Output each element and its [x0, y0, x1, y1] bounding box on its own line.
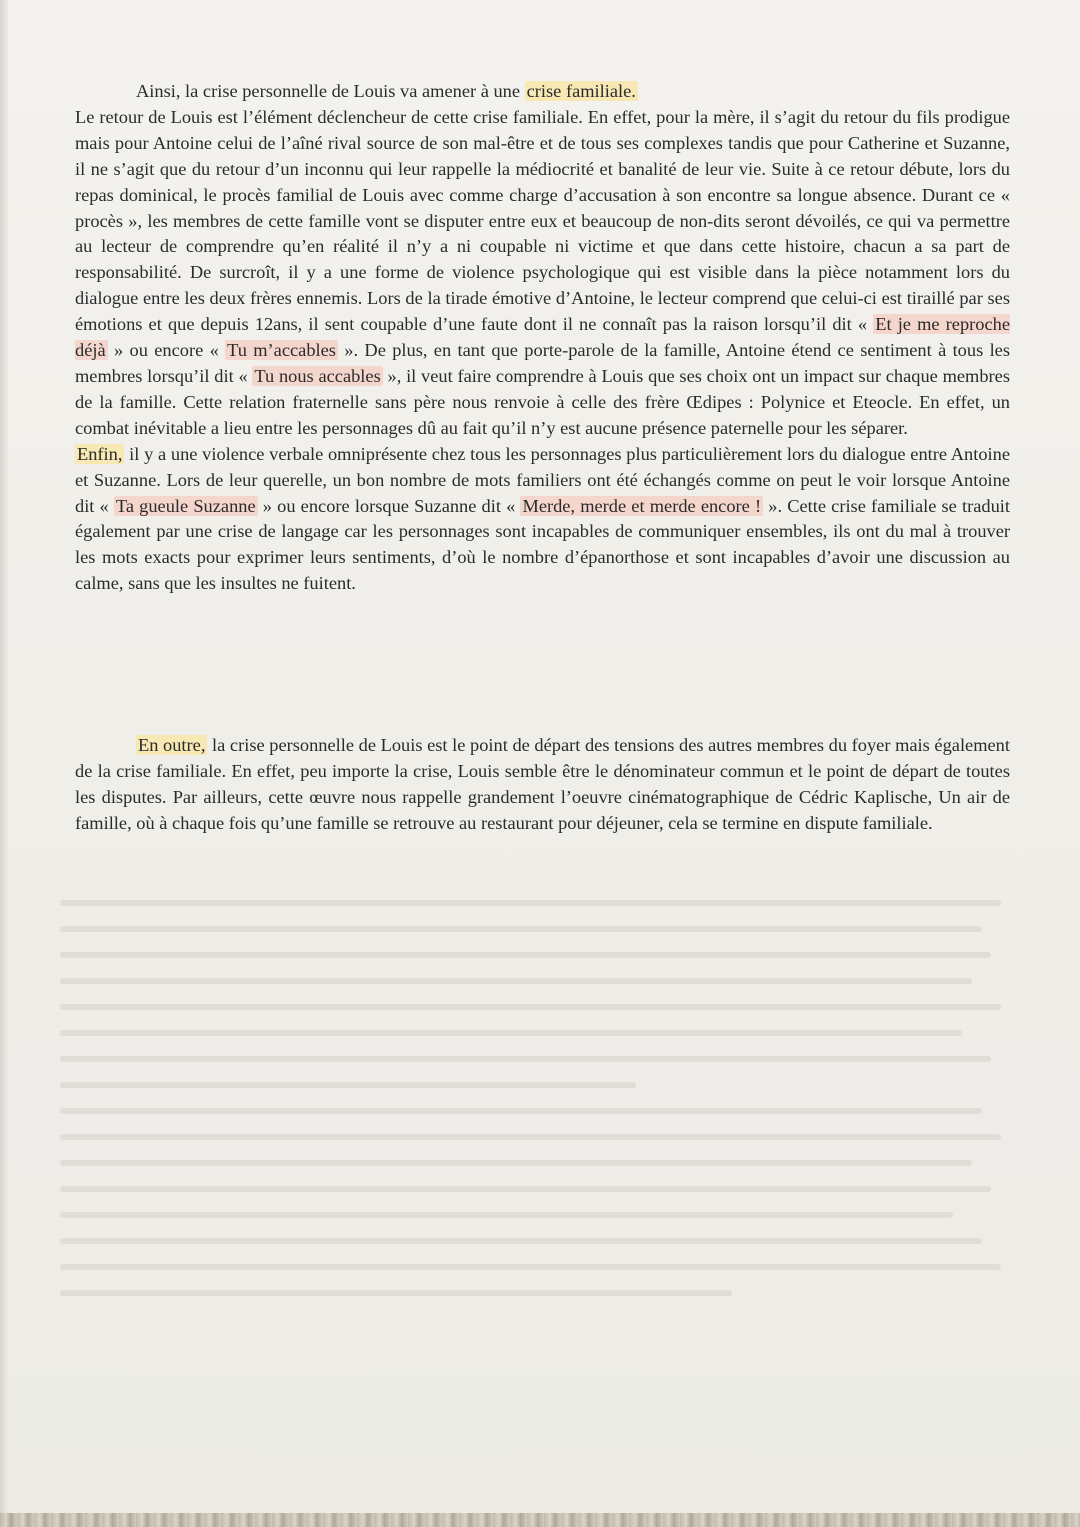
paragraph-2-text: la crise personnelle de Louis est le point de départ des tensions des autres membres du foyer mais également de la crise familiale. En effet, peu importe la crise, Louis semble être le dénominateur commun et le point de départ de toutes les disputes. Par ailleurs, cette œuvre nous rappelle grandement l’oeuvre cinématographique de Cédric Kaplische, Un air de famille, où à chaque fois qu’une famille se retrouve au restaurant pour déjeuner, cela se termine en dispute familiale. — [75, 735, 1010, 833]
quote-ta-gueule: Ta gueule Suzanne — [115, 495, 256, 516]
paragraph-1-intro — [75, 79, 1010, 105]
page-bottom-edge — [0, 1513, 1080, 1527]
bleed-through-text — [60, 900, 1020, 1400]
page-left-edge — [0, 0, 8, 1527]
body-text-c: ». De plus, en tant que porte-parole de la famille, Antoine étend ce sentiment à tous les membres lorsqu’il dit « — [75, 340, 1010, 386]
body-text-b: » ou encore « — [107, 340, 226, 361]
quote-et-je-me-reproche: Et je me reproche déjà — [75, 314, 1011, 361]
body-text-a: Le retour de Louis est l’élément déclencheur de cette crise familiale. En effet, pour la mère, il s’agit du retour du fils prodigue mais pour Antoine celui de l’aîné rival source de son mal-être et de tous ses complexes tandis que pour Catherine et Suzanne, il ne s’agit que du retour d’un inconnu qui leur rappelle la médiocrité et banalité de leur vie. Suite à ce retour débute, lors du repas dominical, le procès familial de Louis avec comme charge d’accusation à son encontre sa longue absence. Durant ce « procès », les membres de cette famille vont se disputer entre eux et beaucoup de non-dits seront dévoilés, ce qui va permettre au lecteur de comprendre qu’en réalité il n’y a ni coupable ni victime et que dans cette histoire, chacun a sa part de responsabilité. De surcroît, il y a une forme de violence psychologique qui est visible dans la pièce notamment lors du dialogue entre les deux frères ennemis. Lors de la tirade émotive d’Antoine, le lecteur comprend que celui-ci est tiraillé par ses émotions et que depuis 12ans, il sent coupable d’une faute dont il ne connaît pas la raison lorsqu’il dit « — [75, 106, 1010, 335]
quote-merde: Merde, merde et merde encore ! — [522, 495, 762, 516]
paragraph-2-body — [75, 733, 1010, 837]
intro-lead-text: Ainsi, la crise personnelle de Louis va amener à une — [136, 81, 525, 101]
body-text-d: », il veut faire comprendre à Louis que ses choix ont un impact sur chaque membres de la famille. Cette relation fraternelle sans père nous renvoie à celle des frère Œdipes : Polynice et Eteocle. En effet, un combat inévitable a lieu entre les personnages dû au fait qu’il n’y est aucune présence paternelle pour les séparer. — [75, 365, 1011, 438]
quote-tu-m-accables: Tu m’accables — [227, 340, 336, 361]
quote-tu-nous-accables: Tu nous accables — [254, 365, 381, 386]
essay-paragraph-2 — [75, 733, 1010, 837]
essay-paragraph-1 — [75, 79, 1010, 597]
paragraph-1-enfin — [75, 442, 1010, 597]
highlight-en-outre: En outre, — [138, 735, 206, 755]
body-text-e: il y a une violence verbale omniprésente chez tous les personnages plus particulièrement lors du dialogue entre Antoine et Suzanne. Lors de leur querelle, un bon nombre de mots familiers ont été échangés comme on peut le voir lorsque Antoine dit « — [75, 443, 1010, 516]
body-text-f: » ou encore lorsque Suzanne dit « — [257, 495, 521, 516]
body-text-g: ». Cette crise familiale se traduit également par une crise de langage car les personnages sont incapables de communiquer ensembles, ils ont du mal à trouver les mots exacts pour exprimer leurs sentiments, d’où le nombre d’épanorthose et sont incapables d’avoir une discussion au calme, sans que les insultes ne fuitent. — [75, 495, 1010, 594]
highlight-enfin: Enfin, — [77, 443, 123, 464]
highlight-crise-familiale: crise familiale. — [526, 81, 636, 101]
paragraph-1-body — [75, 105, 1010, 442]
